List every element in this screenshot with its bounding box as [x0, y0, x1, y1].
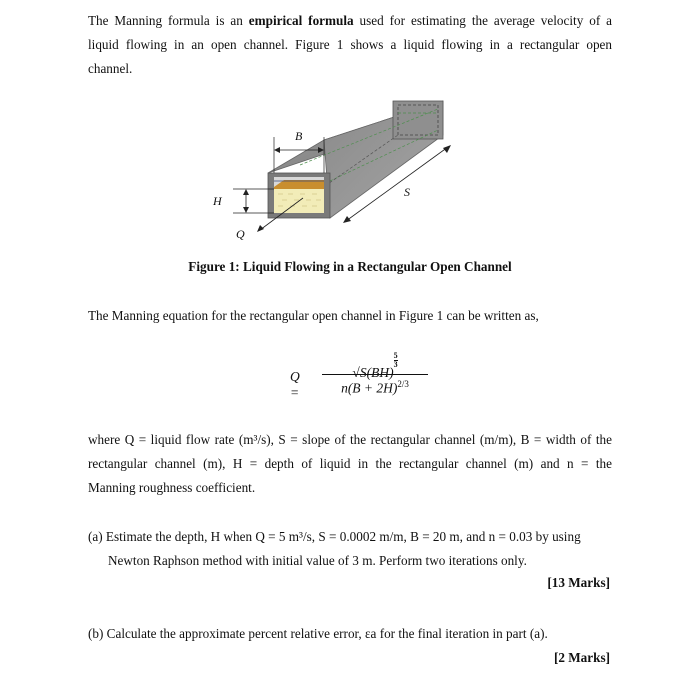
denominator-text: n(B + 2H): [341, 380, 398, 396]
intro-line-1: [88, 9, 612, 33]
equation-numerator: [320, 351, 430, 380]
intro-line-2: liquid flowing in an open channel. Figure 1 shows a liquid flowing in a rectangular open: [88, 37, 612, 52]
definitions-line-2: rectangular channel (m), H = depth of liquid in the rectangular channel (m) and n = the: [88, 456, 612, 471]
numerator-text: √S(BH): [352, 365, 394, 380]
rectangular-channel-diagram: [190, 95, 490, 255]
intro-text: used for estimating the average velocity of a: [353, 13, 612, 28]
question-a-line-1: (a) Estimate the depth, H when Q = 5 m³/s, S = 0.0002 m/m, B = 20 m, and n = 0.03 by using: [88, 529, 581, 544]
equation-lhs: Q =: [290, 369, 300, 400]
label-width-B: B: [295, 129, 303, 143]
intro-line-3: channel.: [88, 61, 133, 76]
definitions-line-1: where Q = liquid flow rate (m³/s), S = slope of the rectangular channel (m/m), B = width of the: [88, 432, 612, 447]
denominator-exponent: 2/3: [397, 379, 409, 389]
exp-num: 5: [393, 351, 398, 360]
definitions-line-3: Manning roughness coefficient.: [88, 480, 256, 495]
intro-paragraph: [88, 9, 612, 81]
question-b-marks: [2 Marks]: [553, 650, 610, 665]
variable-definitions: [88, 428, 612, 500]
question-b-line-1: (b) Calculate the approximate percent relative error, εa for the final iteration in part (a).: [88, 626, 548, 641]
equation-denominator: [320, 375, 430, 398]
question-a-line-2: Newton Raphson method with initial value of 3 m. Perform two iterations only.: [108, 553, 527, 568]
intro-text: The Manning formula is an: [88, 13, 249, 28]
equation-fraction: [320, 352, 430, 398]
label-flow-Q: Q: [236, 227, 245, 241]
equation-intro-text: The Manning equation for the rectangular open channel in Figure 1 can be written as,: [88, 308, 539, 323]
numerator-exponent: [394, 352, 398, 369]
channel-figure: [190, 95, 490, 255]
equation-intro: [88, 304, 612, 328]
question-b: [88, 622, 612, 646]
intro-emphasis: empirical formula: [248, 13, 354, 28]
label-depth-H: H: [213, 194, 222, 208]
exp-den: 3: [393, 360, 398, 369]
label-slope-S: S: [404, 185, 410, 199]
figure-caption: Figure 1: Liquid Flowing in a Rectangular Open Channel: [188, 259, 512, 274]
question-a-marks: [13 Marks]: [547, 575, 610, 590]
question-a: [88, 525, 612, 573]
